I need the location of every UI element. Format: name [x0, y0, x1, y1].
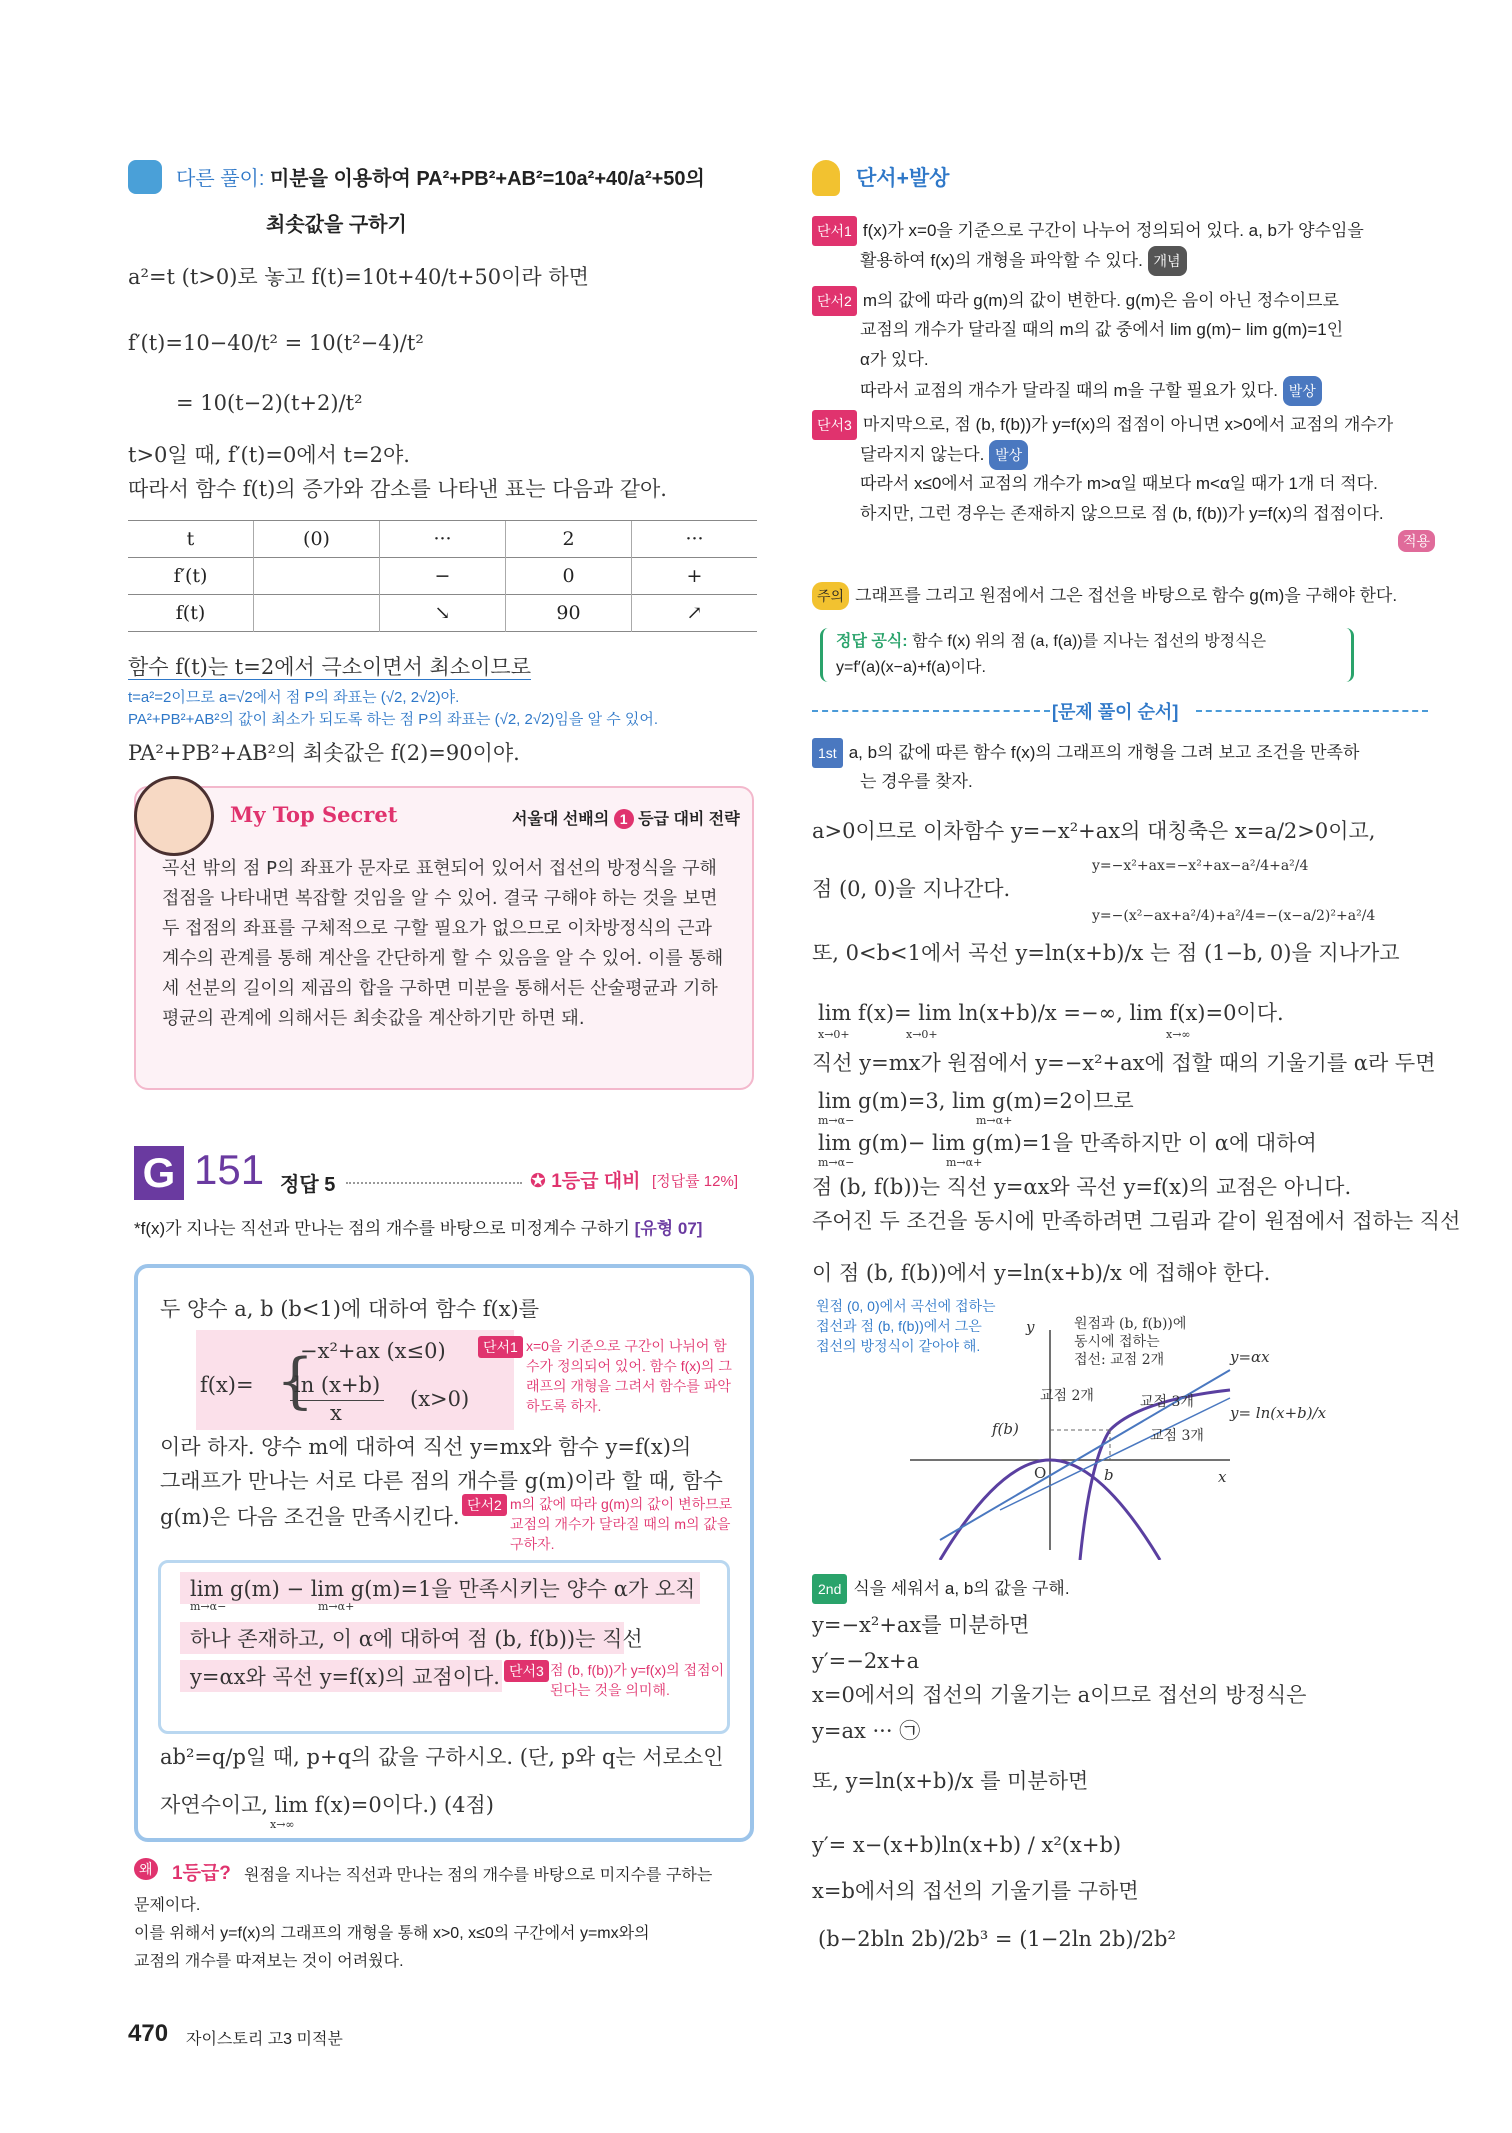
- problem-line-1: 두 양수 a, b (b<1)에 대하여 함수 f(x)를: [160, 1297, 540, 1321]
- page-number: 470: [128, 2020, 169, 2047]
- step-1: [812, 738, 1359, 768]
- graph-x-label: x: [1218, 1468, 1227, 1486]
- table-row: [128, 558, 757, 595]
- right-m-5: 또, y=ln(x+b)/x 를 미분하면: [812, 1769, 1089, 1793]
- right-line-3: 또, 0<b<1에서 곡선 y=ln(x+b)/x 는 점 (1−b, 0)을 지나가고: [812, 941, 1400, 965]
- table-cell: [254, 558, 380, 595]
- lightbulb-icon: [812, 160, 840, 196]
- condition-line-2: 하나 존재하고, 이 α에 대하여 점 (b, f(b))는 직선: [190, 1627, 643, 1651]
- increase-decrease-table: [128, 520, 757, 632]
- step-1-line-a: a, b의 값에 따른 함수 f(x)의 그래프의 개형을 그려 보고 조건을 만족하: [848, 743, 1360, 762]
- secret-title: My Top Secret: [230, 802, 398, 827]
- grade-badge: ✪ 1등급 대비: [530, 1171, 641, 1192]
- graph-label-3a: 교점 3개: [1140, 1394, 1194, 1410]
- problem-letter-badge: G: [134, 1146, 184, 1200]
- alt-solution-icon: [128, 160, 162, 194]
- dotted-leader: [346, 1182, 522, 1184]
- hint-3-line-b: 달라지지 않는다.: [860, 445, 985, 464]
- note-1: t=a²=2이므로 a=√2에서 점 P의 좌표는 (√2, 2√2)야.: [128, 689, 460, 706]
- secret-body: 곡선 밖의 점 P의 좌표가 문자로 표현되어 있어서 접선의 방정식을 구해 접점을 나타내면 복잡할 것임을 알 수 있어. 결국 구해야 하는 것을 보면 두 접점의 좌표를 구체적으로 구할 필요가 없으므로 이차방정식의 근과 계수의 관계를 통해 계산을 간단하게 할 수 있음을 알 수 있어. 이를 통해 세 선분의 길이의 제곱의 합을 구하면 미분을 통해서든 산술평균과 기하평균의 관계에 의해서든 최솟값을 계산하기만 하면 돼.: [162, 858, 724, 1029]
- case-2-denominator: x: [330, 1401, 342, 1425]
- graph-y-label: y: [1026, 1318, 1035, 1336]
- why-text-3: 이를 위해서 y=f(x)의 그래프의 개형을 통해 x>0, x≤0의 구간에서 y=mx와의: [134, 1925, 650, 1942]
- table-cell: 2: [506, 521, 632, 558]
- formula-text-a: 함수 f(x) 위의 점 (a, f(a))를 지나는 접선의 방정식은: [912, 633, 1267, 650]
- limit-sub-r5: m→α+: [976, 1114, 1013, 1127]
- brace: {: [276, 1346, 315, 1416]
- step-2-tag: 2nd: [812, 1574, 847, 1604]
- problem-number: 151: [194, 1146, 265, 1193]
- problem-line-4: g(m)은 다음 조건을 만족시킨다.: [160, 1505, 460, 1529]
- hint-2-line-b: 교점의 개수가 달라질 때의 m의 값 중에서 lim g(m)− lim g(m)=1인: [860, 320, 1344, 339]
- solution-line-7: PA²+PB²+AB²의 최솟값은 f(2)=90이야.: [128, 741, 520, 765]
- formula-text-b: y=f′(a)(x−a)+f(a)이다.: [836, 659, 986, 676]
- why-text-2: 문제이다.: [134, 1897, 201, 1914]
- right-line-10: 이 점 (b, f(b))에서 y=ln(x+b)/x 에 접해야 한다.: [812, 1261, 1271, 1285]
- right-line-5: 직선 y=mx가 원점에서 y=−x²+ax에 접할 때의 기울기를 α라 두면: [812, 1051, 1436, 1075]
- table-cell: −: [380, 558, 506, 595]
- graph-curve-label: y= ln(x+b)/x: [1230, 1404, 1327, 1422]
- hint-1: [812, 216, 1364, 246]
- right-m-2: y′=−2x+a: [812, 1649, 920, 1673]
- graph-note-1: 원점 (0, 0)에서 곡선에 접하는: [816, 1298, 996, 1314]
- problem-line-2: 이라 하자. 양수 m에 대하여 직선 y=mx와 함수 y=f(x)의: [160, 1435, 692, 1459]
- condition-line-3: y=αx와 곡선 y=f(x)의 교점이다.: [190, 1665, 500, 1689]
- why-title: 1등급?: [172, 1863, 231, 1884]
- answer-label: 정답 5: [280, 1174, 336, 1196]
- table-cell: ↗: [632, 595, 758, 632]
- caution-line: [812, 582, 1397, 610]
- step-2-text: 식을 세워서 a, b의 값을 구해.: [853, 1579, 1070, 1598]
- graph-label-top3: 접선: 교점 2개: [1074, 1352, 1165, 1368]
- limit-sub-r6: m→α−: [818, 1156, 855, 1169]
- solution-line-4: t>0일 때, f′(t)=0에서 t=2야.: [128, 443, 410, 467]
- table-cell: [254, 595, 380, 632]
- solution-line-6: 함수 f(t)는 t=2에서 극소이면서 최소이므로: [128, 655, 531, 679]
- right-m-4: y=ax ··· ㉠: [812, 1719, 921, 1743]
- student-avatar: [134, 776, 214, 856]
- problem-type-text: *f(x)가 지나는 직선과 만나는 점의 개수를 바탕으로 미정계수 구하기: [134, 1219, 630, 1238]
- problem-type-line: [134, 1214, 702, 1239]
- graph-label-3b: 교점 3개: [1150, 1428, 1204, 1444]
- caution-tag: 주의: [812, 582, 849, 610]
- right-line-7: lim g(m)− lim g(m)=1을 만족하지만 이 α에 대하여: [818, 1131, 1317, 1155]
- hint-2-line-d: 따라서 교점의 개수가 달라질 때의 m을 구할 필요가 있다.: [860, 381, 1278, 400]
- table-cell: t: [128, 521, 254, 558]
- hint-2-line-c: α가 있다.: [860, 350, 929, 369]
- idea-badge-2: 발상: [989, 440, 1028, 470]
- right-line-2: 점 (0, 0)을 지나간다.: [812, 877, 1011, 901]
- table-row: [128, 521, 757, 558]
- concept-badge: 개념: [1148, 246, 1187, 276]
- graph-note-3: 접선의 방정식이 같아야 해.: [816, 1338, 981, 1354]
- hint-1-b: [860, 246, 1193, 276]
- why-text-1: 원점을 지나는 직선과 만나는 점의 개수를 바탕으로 미지수를 구하는: [244, 1867, 713, 1884]
- why-tag: 왜: [134, 1858, 158, 1880]
- secret-sub-num: 1: [614, 809, 634, 829]
- secret-subtitle: [512, 806, 740, 829]
- solution-line-1: a²=t (t>0)로 놓고 f(t)=10t+40/t+50이라 하면: [128, 265, 589, 289]
- limit-sub-r7: m→α+: [946, 1156, 983, 1169]
- hint-note-1: x=0을 기준으로 구간이 나뉘어 함수가 정의되어 있어. 함수 f(x)의 그래프의 개형을 그려서 함수를 파악하도록 하자.: [526, 1338, 732, 1414]
- hint-tag-3: 단서3: [504, 1660, 549, 1682]
- solution-line-2: f′(t)=10−40/t² = 10(t²−4)/t²: [128, 331, 424, 355]
- hint-3-line-d: 하지만, 그런 경우는 존재하지 않으므로 점 (b, f(b))가 y=f(x)의 접점이다.: [860, 504, 1384, 523]
- apply-badge: 적용: [1398, 530, 1435, 552]
- hint-2-tag: 단서2: [812, 286, 857, 316]
- secret-sub2: 등급 대비 전략: [638, 811, 740, 828]
- table-cell: f′(t): [128, 558, 254, 595]
- graph-origin-label: O: [1034, 1464, 1047, 1482]
- table-cell: ···: [632, 521, 758, 558]
- right-line-6: lim g(m)=3, lim g(m)=2이므로: [818, 1089, 1134, 1113]
- hint-3-tag: 단서3: [812, 410, 857, 440]
- problem-line-6: 자연수이고, lim f(x)=0이다.) (4점): [160, 1793, 494, 1817]
- hint-tag-1: 단서1: [478, 1336, 523, 1358]
- line-2: [1000, 1398, 1230, 1510]
- graph-label-2: 교점 2개: [1040, 1388, 1094, 1404]
- hint-3: [812, 410, 1393, 440]
- right-line-4: lim f(x)= lim ln(x+b)/x =−∞, lim f(x)=0이다.: [818, 1001, 1284, 1025]
- limit-sub-r1: x→0+: [818, 1028, 850, 1041]
- right-m-1: y=−x²+ax를 미분하면: [812, 1613, 1030, 1637]
- graph-fb-label: f(b): [992, 1420, 1019, 1438]
- alt-solution-title: [176, 162, 705, 191]
- graph-b-label: b: [1104, 1466, 1114, 1484]
- order-divider-left: [812, 710, 1050, 712]
- hint-note-3: 점 (b, f(b))가 y=f(x)의 접점이 된다는 것을 의미해.: [550, 1662, 725, 1698]
- formula-label: 정답 공식:: [836, 633, 908, 650]
- secret-sub: 서울대 선배의: [512, 811, 610, 828]
- hint-3-line-c: 따라서 x≤0에서 교점의 개수가 m>α일 때보다 m<α일 때가 1개 더 적다.: [860, 474, 1378, 493]
- right-m-6: y′= x−(x+b)ln(x+b) / x²(x+b): [812, 1833, 1122, 1857]
- fx-label: f(x)=: [200, 1373, 254, 1397]
- graph-label-top1: 원점과 (b, f(b))에: [1074, 1316, 1187, 1332]
- limit-sub-r3: x→∞: [1166, 1028, 1191, 1041]
- hint-3-b: [860, 440, 1034, 470]
- problem-type-tag: [유형 07]: [634, 1219, 703, 1238]
- table-cell: 0: [506, 558, 632, 595]
- case-2-numerator: ln (x+b): [290, 1370, 384, 1401]
- function-graph: [900, 1310, 1360, 1560]
- order-divider-right: [1196, 710, 1428, 712]
- case-1: −x²+ax (x≤0): [300, 1339, 446, 1363]
- right-note-1: y=−x²+ax=−x²+ax−a²/4+a²/4: [1092, 858, 1309, 874]
- hint-3-line-a: 마지막으로, 점 (b, f(b))가 y=f(x)의 접점이 아니면 x>0에서 교점의 개수가: [862, 415, 1394, 434]
- formula-line-a: [836, 630, 1266, 654]
- table-cell: 90: [506, 595, 632, 632]
- right-m-7: x=b에서의 접선의 기울기를 구하면: [812, 1879, 1139, 1903]
- alt-title-label: 다른 풀이:: [176, 168, 265, 190]
- table-cell: +: [632, 558, 758, 595]
- graph-note-2: 접선과 점 (b, f(b))에서 그은: [816, 1318, 982, 1334]
- alt-title-text: 미분을 이용하여 PA²+PB²+AB²=10a²+40/a²+50의: [269, 168, 705, 190]
- hint-2-d: [860, 376, 1328, 406]
- limit-sub-3: x→∞: [270, 1818, 295, 1831]
- limit-sub-1: m→α−: [190, 1600, 227, 1613]
- hint-1-line-b: 활용하여 f(x)의 개형을 파악할 수 있다.: [860, 251, 1143, 270]
- condition-line-1: lim g(m) − lim g(m)=1을 만족시키는 양수 α가 오직: [190, 1577, 696, 1601]
- grade-label: 1등급 대비: [551, 1171, 641, 1192]
- right-m-8: (b−2bln 2b)/2b³ = (1−2ln 2b)/2b²: [818, 1927, 1176, 1951]
- step-2: [812, 1574, 1070, 1604]
- table-cell: ···: [380, 521, 506, 558]
- hint-header: 단서+발상: [856, 167, 950, 190]
- why-text-4: 교점의 개수를 따져보는 것이 어려웠다.: [134, 1953, 404, 1970]
- hint-1-line-a: f(x)가 x=0을 기준으로 구간이 나누어 정의되어 있다. a, b가 양수임을: [862, 221, 1364, 240]
- table-cell: ↘: [380, 595, 506, 632]
- hint-2-line-a: m의 값에 따라 g(m)의 값이 변한다. g(m)은 음이 아닌 정수이므로: [862, 291, 1339, 310]
- step-1-tag: 1st: [812, 738, 843, 768]
- log-curve: [1080, 1390, 1230, 1560]
- limit-sub-r2: x→0+: [906, 1028, 938, 1041]
- step-1-line-b: 는 경우를 찾자.: [860, 772, 973, 791]
- note-2: PA²+PB²+AB²의 값이 최소가 되도록 하는 점 P의 좌표는 (√2, 2√2)임을 알 수 있어.: [128, 711, 659, 728]
- right-line-8: 점 (b, f(b))는 직선 y=αx와 곡선 y=f(x)의 교점은 아니다.: [812, 1175, 1352, 1199]
- table-cell: (0): [254, 521, 380, 558]
- right-line-1: a>0이므로 이차함수 y=−x²+ax의 대칭축은 x=a/2>0이고,: [812, 819, 1376, 843]
- solution-line-3: = 10(t−2)(t+2)/t²: [176, 391, 363, 415]
- right-m-3: x=0에서의 접선의 기울기는 a이므로 접선의 방정식은: [812, 1683, 1307, 1707]
- solution-line-5: 따라서 함수 f(t)의 증가와 감소를 나타낸 표는 다음과 같아.: [128, 477, 667, 501]
- right-line-9: 주어진 두 조건을 동시에 만족하려면 그림과 같이 원점에서 접하는 직선: [812, 1209, 1461, 1233]
- book-title: 자이스토리 고3 미적분: [186, 2031, 343, 2048]
- problem-line-5: ab²=q/p일 때, p+q의 값을 구하시오. (단, p와 q는 서로소인: [160, 1745, 724, 1769]
- limit-sub-2: m→α+: [318, 1600, 355, 1613]
- hint-note-2: m의 값에 따라 g(m)의 값이 변하므로 교점의 개수가 달라질 때의 m의 값을 구하자.: [510, 1496, 733, 1552]
- hint-2: [812, 286, 1339, 316]
- table-row: [128, 595, 757, 632]
- correct-rate: [정답률 12%]: [652, 1173, 738, 1190]
- problem-line-3: 그래프가 만나는 서로 다른 점의 개수를 g(m)이라 할 때, 함수: [160, 1469, 723, 1493]
- caution-text: 그래프를 그리고 원점에서 그은 접선을 바탕으로 함수 g(m)을 구해야 한다.: [855, 586, 1398, 605]
- table-cell: f(t): [128, 595, 254, 632]
- case-2-domain: (x>0): [410, 1387, 470, 1411]
- alt-title-text2: 최솟값을 구하기: [266, 214, 407, 236]
- graph-label-top2: 동시에 접하는: [1074, 1334, 1160, 1350]
- hint-tag-2: 단서2: [462, 1494, 507, 1516]
- hint-1-tag: 단서1: [812, 216, 857, 246]
- right-note-2: y=−(x²−ax+a²/4)+a²/4=−(x−a/2)²+a²/4: [1092, 908, 1376, 924]
- idea-badge: 발상: [1283, 376, 1322, 406]
- limit-sub-r4: m→α−: [818, 1114, 855, 1127]
- graph-yax-label: y=αx: [1230, 1348, 1270, 1366]
- solution-order-title: [문제 풀이 순서]: [1052, 702, 1179, 722]
